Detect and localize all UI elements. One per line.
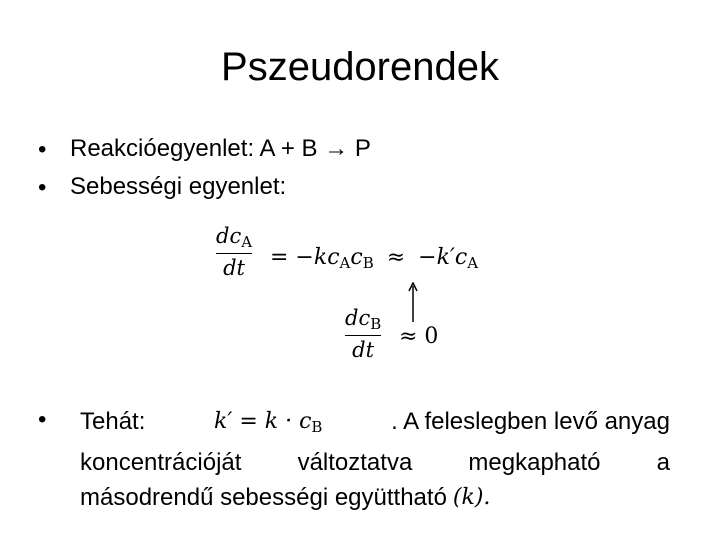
bullet-conclusion [80, 404, 670, 515]
fraction-dcB-dt: $dc_B$ dt [345, 306, 382, 362]
fraction-dcA-dt: $dc_A$ dt [216, 224, 253, 280]
bullet-dot: • [38, 136, 47, 163]
reaction-label: Reakcióegyenlet: [70, 135, 255, 162]
conclusion-lead: Tehát: [80, 408, 146, 435]
bullet-rate-equation: Sebességi egyenlet: [70, 173, 287, 200]
rate-equation-rhs: = $-kc_Ac_B \approx -k'c_A$ [270, 245, 479, 272]
slide-title: Pszeudorendek [221, 45, 499, 89]
bullet-dot: • [38, 406, 47, 433]
reaction-equation: A + B → P [259, 135, 371, 162]
up-arrow-icon [408, 282, 418, 322]
k-symbol: (k). [452, 485, 491, 510]
bullet-reaction-equation [70, 134, 371, 164]
conclusion-line-1 [80, 404, 670, 445]
k-prime-definition: $k' = k \cdot c_B$ [214, 409, 323, 436]
conclusion-line-2: koncentrációját változtatva megkapható a [80, 449, 670, 476]
bullet-dot: • [38, 174, 47, 201]
approx-zero: ≈ 0 [399, 324, 439, 349]
conclusion-line-3: másodrendű sebességi együttható (k). [80, 480, 670, 515]
conclusion-line1-rest: . A feleslegben levő anyag [391, 408, 670, 435]
